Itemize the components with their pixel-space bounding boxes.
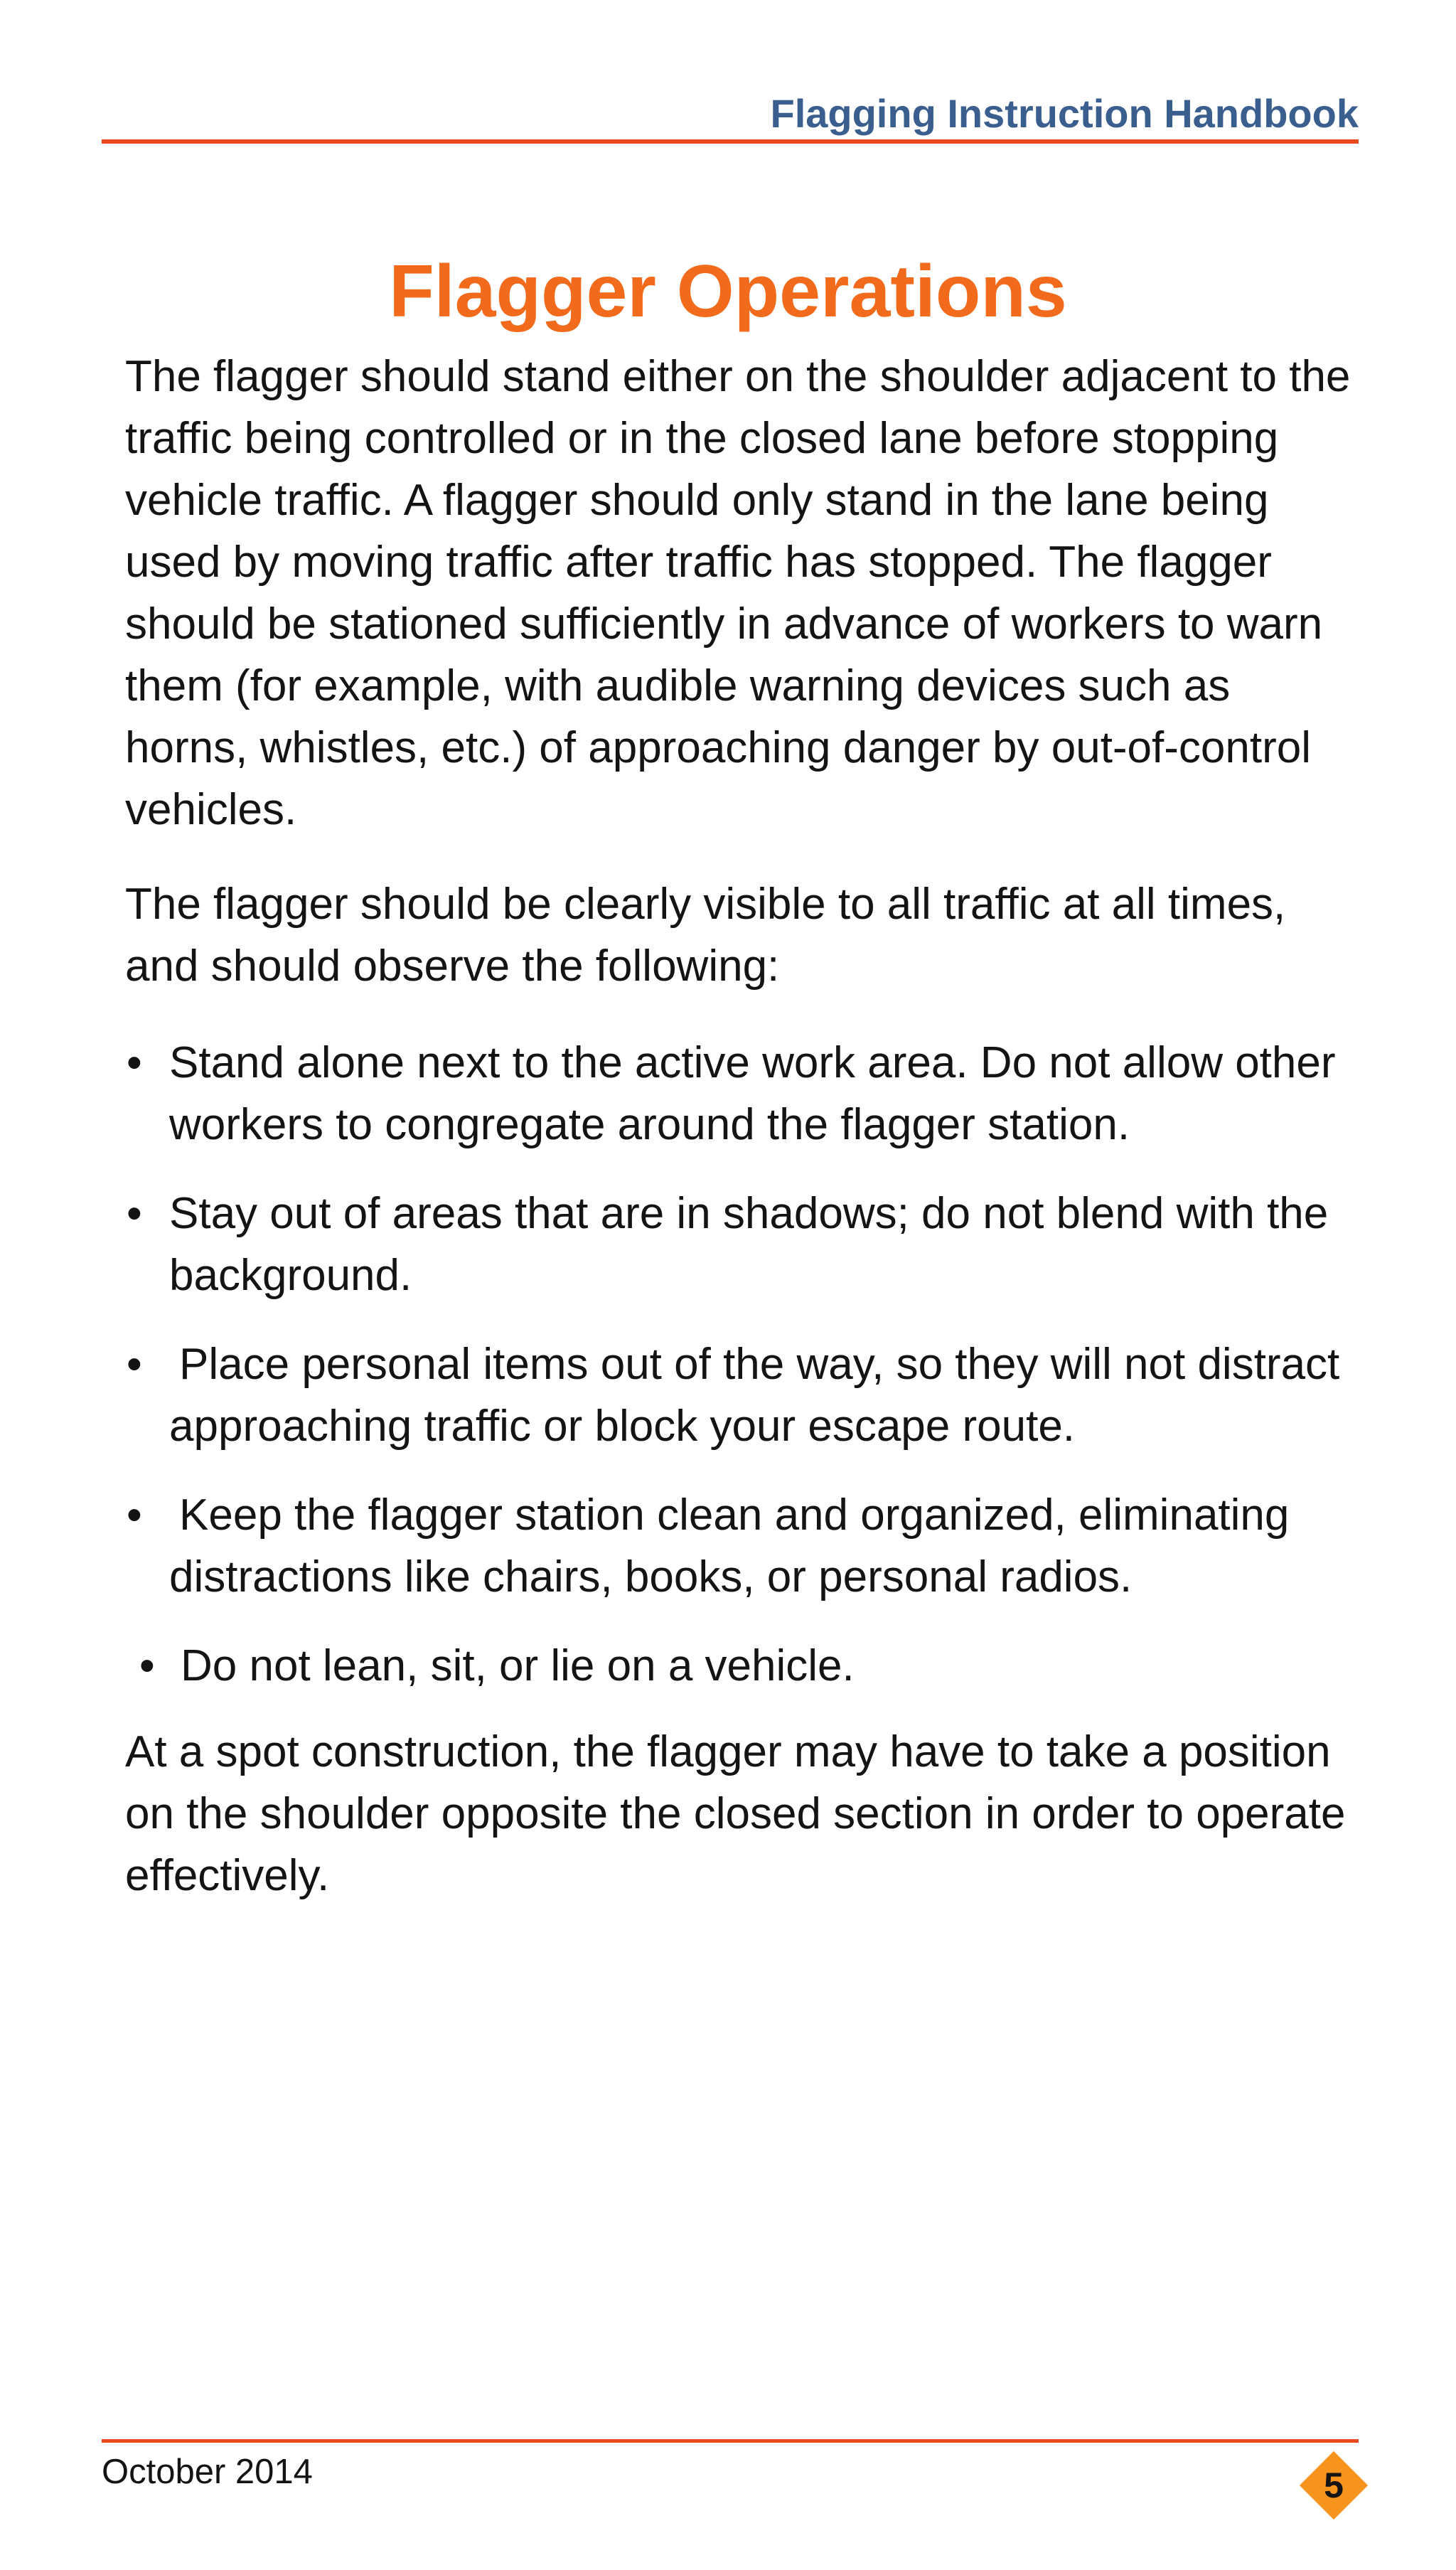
bullet-icon: • [127, 1340, 142, 1389]
list-item-text: Stay out of areas that are in shadows; do not blend with the background. [169, 1189, 1329, 1300]
visibility-paragraph: The flagger should be clearly visible to all traffic at all times, and should observe the following: [125, 880, 1286, 991]
list-item [125, 1183, 1359, 1306]
list-item [125, 1484, 1359, 1608]
list-item-text: Keep the flagger station clean and organized, eliminating distractions like chairs, books, or personal radios. [169, 1491, 1290, 1601]
page-number-badge [1297, 2448, 1371, 2522]
footer-rule [102, 2439, 1359, 2443]
list-item-text: Do not lean, sit, or lie on a vehicle. [181, 1641, 855, 1690]
running-header-title: Flagging Instruction Handbook [770, 91, 1359, 136]
bullet-icon: • [127, 1038, 142, 1087]
bullet-icon: • [127, 1189, 142, 1238]
list-item [125, 1032, 1359, 1156]
page-number: 5 [1324, 2465, 1344, 2505]
list-item-text: Place personal items out of the way, so they will not distract approaching traffic or block your escape route. [169, 1340, 1340, 1451]
intro-paragraph: The flagger should stand either on the shoulder adjacent to the traffic being controlled or in the closed lane before stopping vehicle traffic. A flagger should only stand in the lane being used by moving traffic after traffic has stopped. The flagger should be stationed sufficiently in advance of workers to warn them (for example, with audible warning devices such as horns, whistles, etc.) of approaching danger by out-of-control vehicles. [125, 352, 1351, 834]
list-item [125, 1635, 1359, 1697]
list-item [125, 1333, 1359, 1457]
observations-list [125, 1032, 1359, 1724]
page-title: Flagger Operations [389, 250, 1067, 333]
header-rule [102, 139, 1359, 144]
bullet-icon: • [127, 1491, 142, 1540]
spot-construction-paragraph: At a spot construction, the flagger may have to take a position on the shoulder opposite the closed section in order to operate effectively. [125, 1727, 1346, 1900]
bullet-icon: • [139, 1641, 155, 1690]
footer-date: October 2014 [102, 2453, 313, 2491]
list-item-text: Stand alone next to the active work area. Do not allow other workers to congregate around the flagger station. [169, 1038, 1336, 1149]
